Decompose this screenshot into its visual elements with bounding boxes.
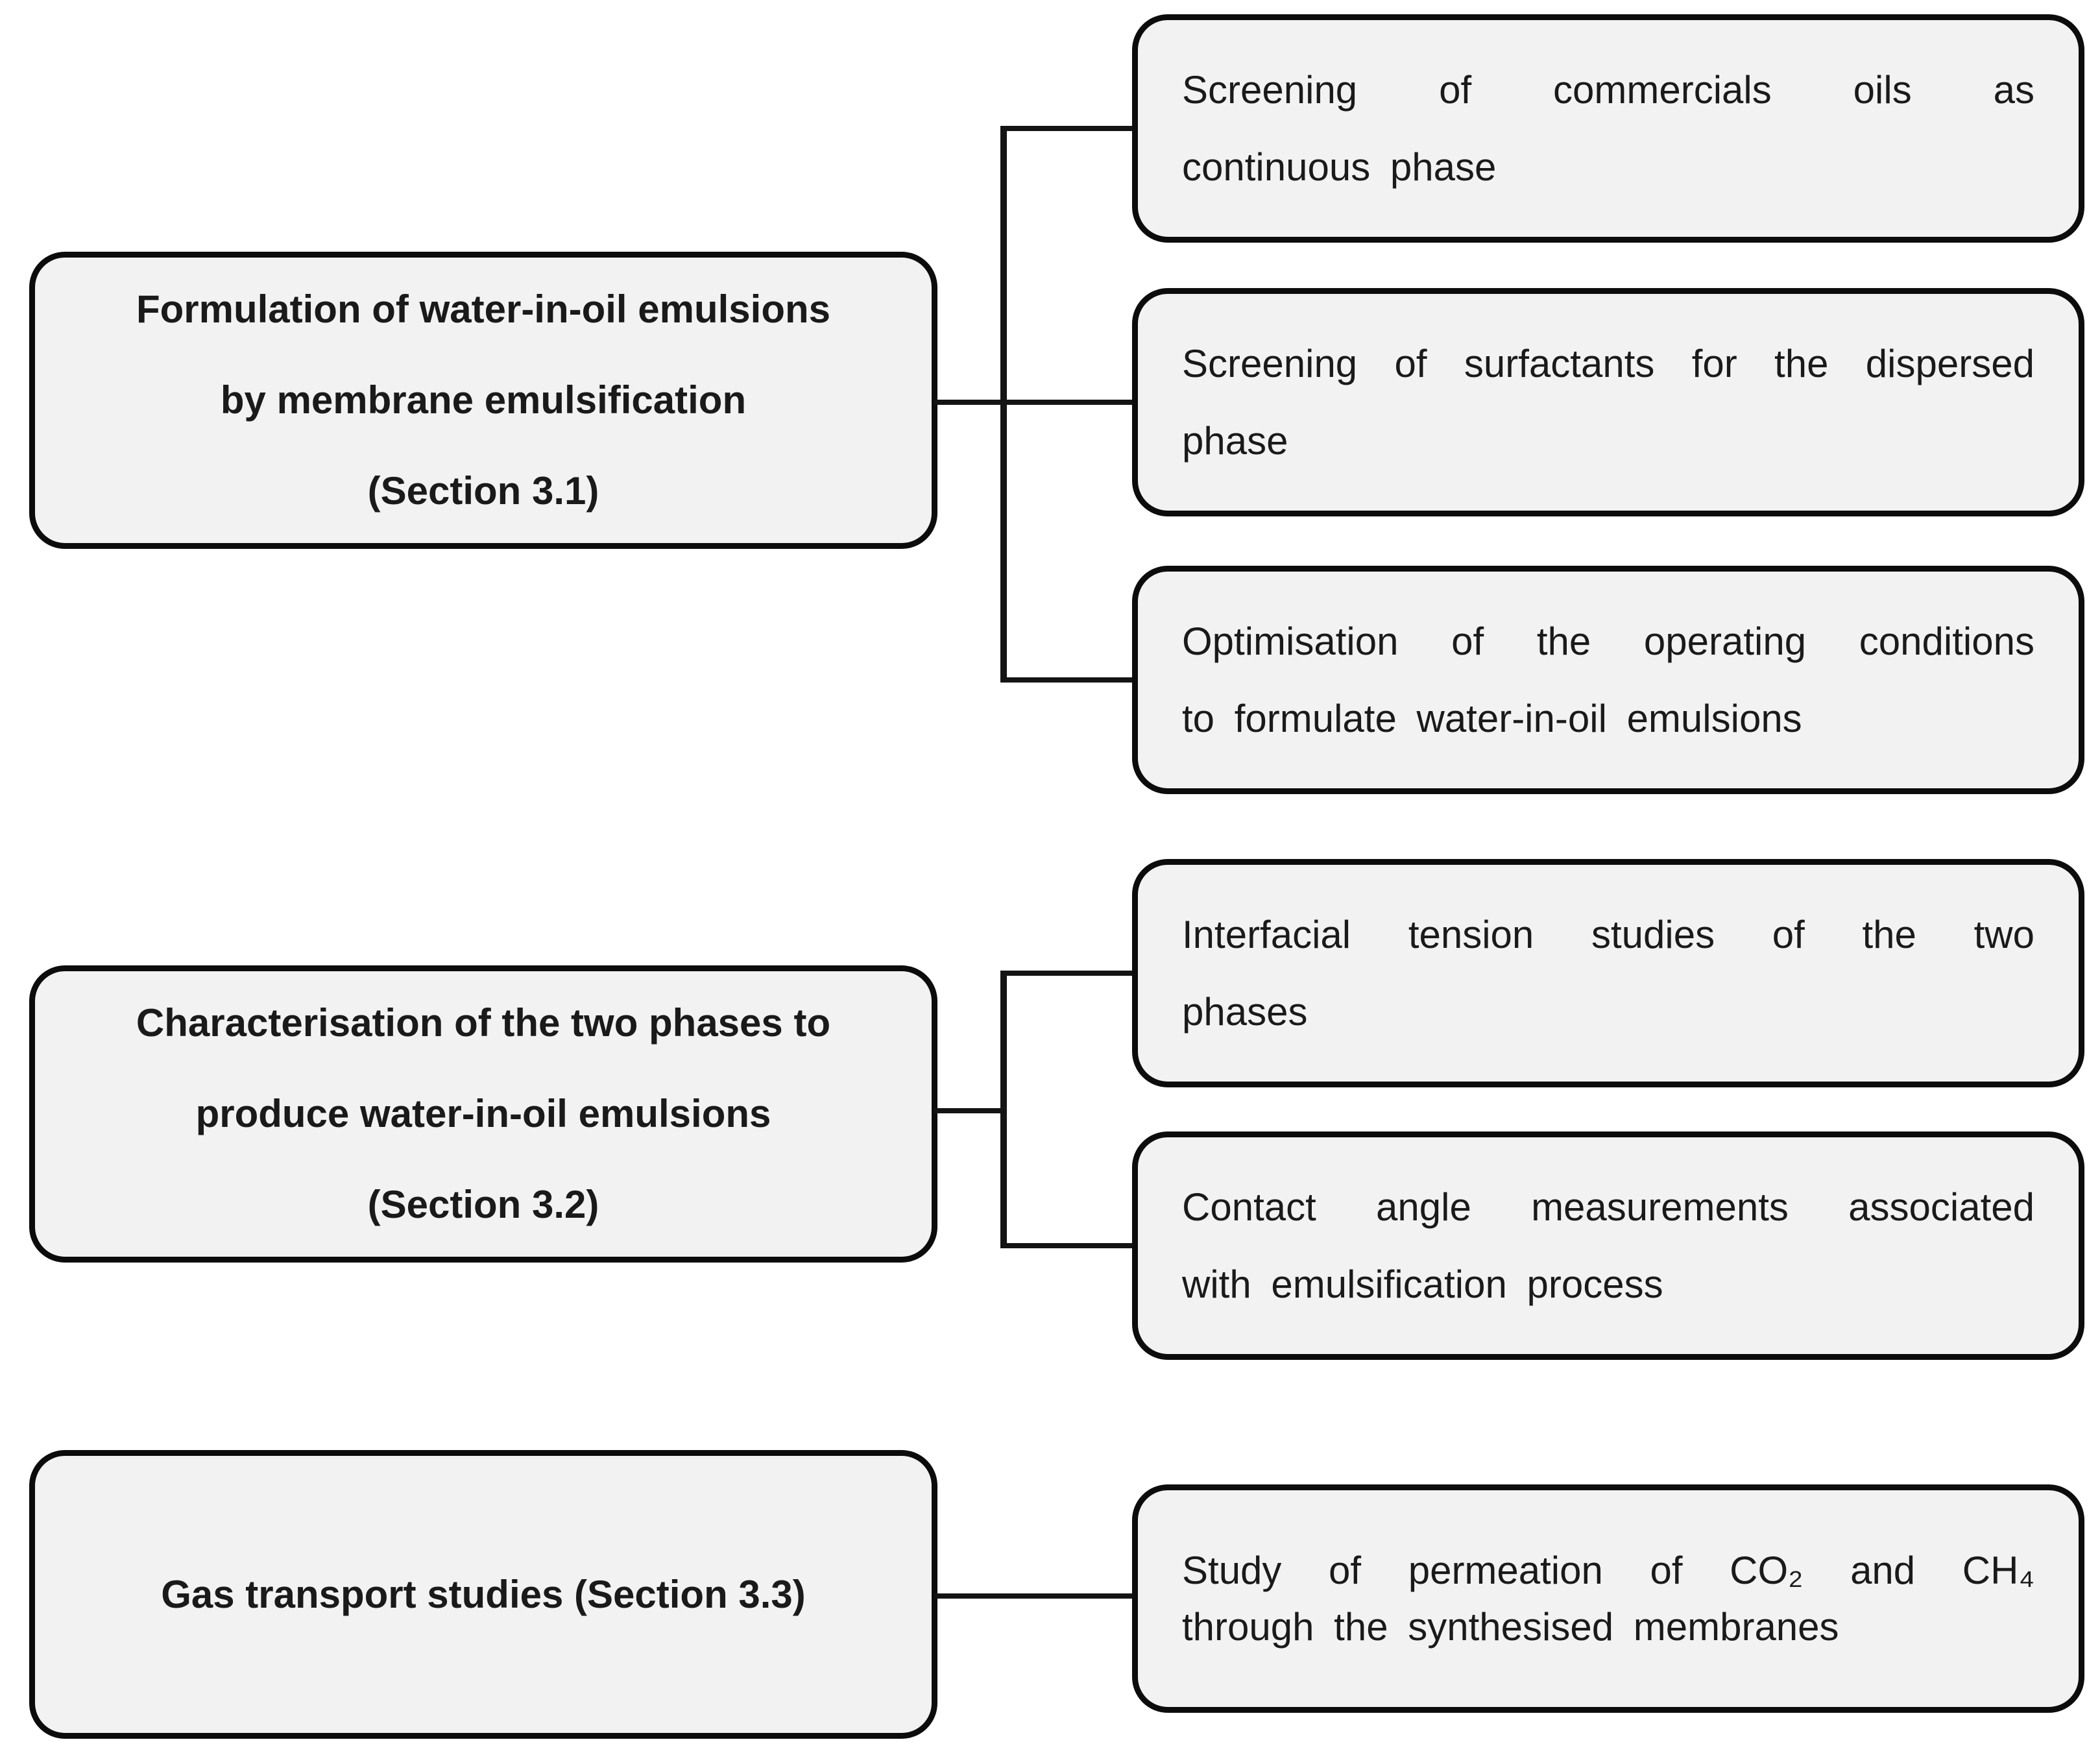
connector-group1-top-branch <box>1002 126 1132 131</box>
right-box-contact-angle <box>1132 1131 2084 1360</box>
left-box-section-3-2 <box>29 965 937 1263</box>
left-box-2-line-2: produce water-in-oil emulsions <box>195 1092 771 1135</box>
connector-group1-middle-line <box>934 400 1132 405</box>
right-box-gas-permeation <box>1132 1484 2084 1713</box>
connector-group2-trunk <box>1000 971 1007 1248</box>
left-box-1-line-3: (Section 3.1) <box>367 469 599 513</box>
connector-group2-stub <box>934 1108 1006 1113</box>
right-box-1-line-2: continuous phase <box>1182 145 1497 189</box>
left-box-2-line-3: (Section 3.2) <box>367 1183 599 1226</box>
left-box-2-line-1: Characterisation of the two phases to <box>136 1001 831 1045</box>
left-box-1-line-1: Formulation of water-in-oil emulsions <box>136 287 831 331</box>
right-box-5-line-1: Contact angle measurements associated <box>1182 1185 2034 1229</box>
right-box-4-line-2: phases <box>1182 990 1308 1034</box>
left-box-1-line-2: by membrane emulsification <box>220 378 747 422</box>
right-box-screening-surfactants <box>1132 288 2084 516</box>
connector-group2-top-branch <box>1002 971 1132 976</box>
left-box-section-3-3 <box>29 1450 937 1739</box>
right-box-4-line-1: Interfacial tension studies of the two <box>1182 913 2034 956</box>
right-box-interfacial-tension <box>1132 859 2084 1087</box>
right-box-3-line-2: to formulate water-in-oil emulsions <box>1182 697 1802 740</box>
right-box-1-line-1: Screening of commercials oils as <box>1182 68 2034 112</box>
right-box-6-line-2: through the synthesised membranes <box>1182 1605 1839 1649</box>
right-box-screening-oils <box>1132 14 2084 243</box>
right-box-6-line-1: Study of permeation of CO₂ and CH₄ <box>1182 1549 2034 1592</box>
right-box-3-line-1: Optimisation of the operating conditions <box>1182 620 2034 663</box>
right-box-optimisation-conditions <box>1132 566 2084 794</box>
left-box-section-3-1 <box>29 252 937 549</box>
right-box-5-line-2: with emulsification process <box>1182 1263 1663 1306</box>
connector-group2-bottom-branch <box>1002 1243 1132 1248</box>
connector-group1-trunk <box>1000 126 1007 683</box>
right-box-2-line-2: phase <box>1182 419 1288 463</box>
connector-group3-line <box>934 1593 1132 1599</box>
right-box-2-line-1: Screening of surfactants for the dispersed <box>1182 342 2034 385</box>
connector-group1-bottom-branch <box>1002 677 1132 683</box>
left-box-3-line-1: Gas transport studies (Section 3.3) <box>161 1572 806 1616</box>
